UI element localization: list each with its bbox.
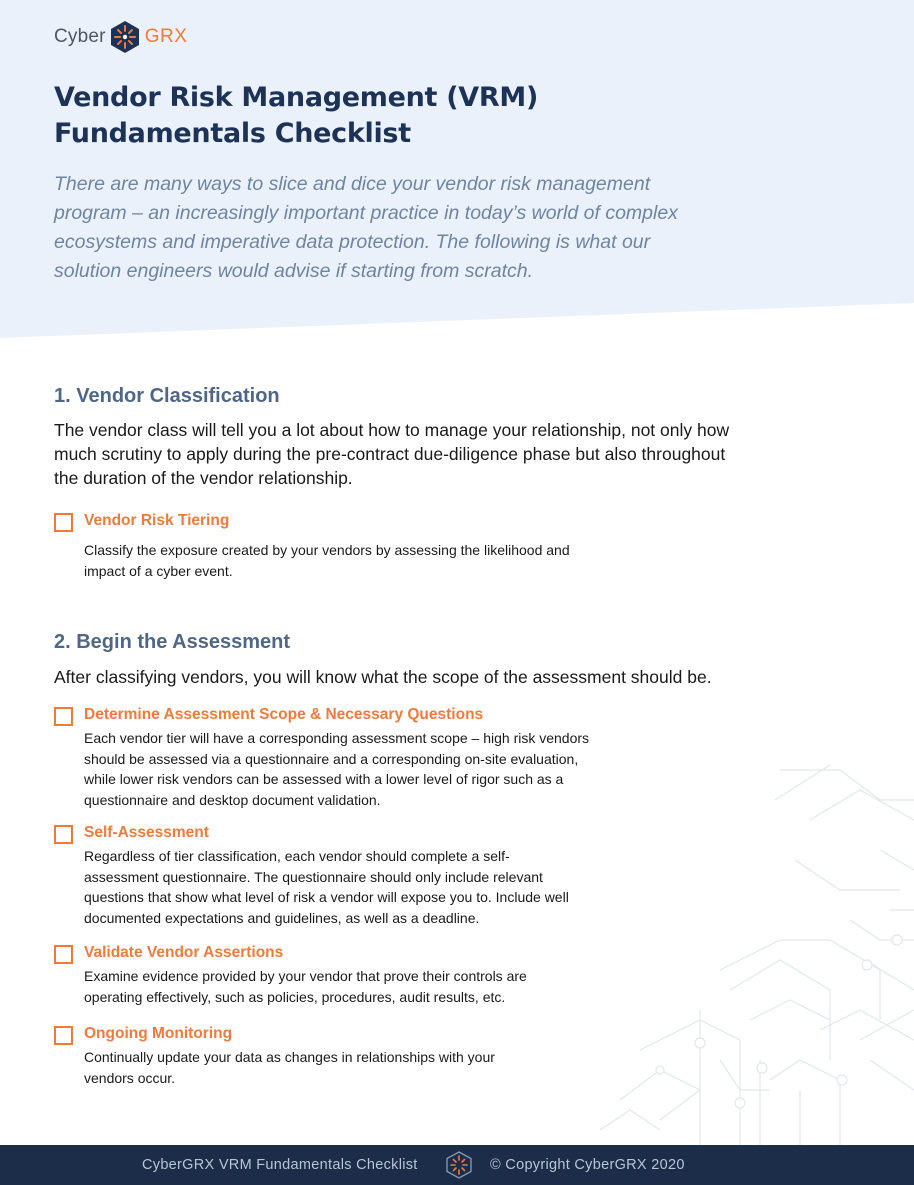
brand-name-grx: GRX bbox=[144, 26, 188, 47]
checklist-item-title: Validate Vendor Assertions bbox=[84, 944, 284, 961]
cybergrx-hexagon-icon bbox=[108, 20, 142, 54]
checkbox[interactable] bbox=[54, 513, 73, 532]
page-title-line2: Fundamentals Checklist bbox=[54, 118, 411, 149]
checkbox[interactable] bbox=[54, 1026, 73, 1045]
checklist-item-title: Self-Assessment bbox=[84, 824, 209, 841]
checklist-item-desc: Regardless of tier classification, each vendor should complete a self-assessment questionnaire. The questionnaire should only include relevant questions that show what level of risk a vendor will expose you to. Include well documented expectations and guidelines, as well as a deadline. bbox=[84, 848, 569, 926]
page-footer bbox=[0, 1145, 914, 1185]
checkbox[interactable] bbox=[54, 707, 73, 726]
intro-paragraph: There are many ways to slice and dice your vendor risk management program – an increasingly important practice in today’s world of complex ecosystems and imperative data protection. The following is what our solution engineers would advise if starting from scratch. bbox=[54, 173, 678, 282]
footer-document-title: CyberGRX VRM Fundamentals Checklist bbox=[142, 1157, 418, 1173]
checklist-item-desc: Each vendor tier will have a corresponding assessment scope – high risk vendors should be assessed via a questionnaire and a corresponding on-site evaluation, while lower risk vendors can be assessed with a lower level of rigor such as a questionnaire and desktop document validation. bbox=[84, 730, 590, 808]
checklist-item-desc: Classify the exposure created by your vendors by assessing the likelihood and impact of a cyber event. bbox=[84, 542, 570, 579]
page-title-line1: Vendor Risk Management (VRM) bbox=[54, 82, 538, 113]
cybergrx-hexagon-icon bbox=[445, 1151, 473, 1179]
checkbox[interactable] bbox=[54, 825, 73, 844]
brand-name-cyber: Cyber bbox=[54, 26, 106, 47]
checklist-item-title: Determine Assessment Scope & Necessary Questions bbox=[84, 706, 484, 723]
checklist-item-desc: Examine evidence provided by your vendor that prove their controls are operating effectively, such as policies, procedures, audit results, etc. bbox=[84, 968, 527, 1005]
checklist-item-desc: Continually update your data as changes in relationships with your vendors occur. bbox=[84, 1049, 495, 1086]
checkbox[interactable] bbox=[54, 945, 73, 964]
hero-banner bbox=[0, 0, 914, 345]
section-text-begin-assessment: After classifying vendors, you will know what the scope of the assessment should be. bbox=[54, 667, 712, 687]
section-text-vendor-classification: The vendor class will tell you a lot about how to manage your relationship, not only how much scrutiny to apply during the pre-contract due-diligence phase but also throughout the duration of the vendor relationship. bbox=[54, 420, 730, 488]
section-heading-vendor-classification: 1. Vendor Classification bbox=[54, 385, 280, 407]
footer-copyright: © Copyright CyberGRX 2020 bbox=[490, 1157, 685, 1173]
brand-logo[interactable] bbox=[54, 20, 187, 54]
network-pattern-decoration bbox=[600, 760, 914, 1145]
page-title bbox=[54, 80, 654, 152]
checklist-item-title: Ongoing Monitoring bbox=[84, 1025, 233, 1042]
checklist-item-title: Vendor Risk Tiering bbox=[84, 512, 230, 529]
section-heading-begin-assessment: 2. Begin the Assessment bbox=[54, 631, 291, 653]
